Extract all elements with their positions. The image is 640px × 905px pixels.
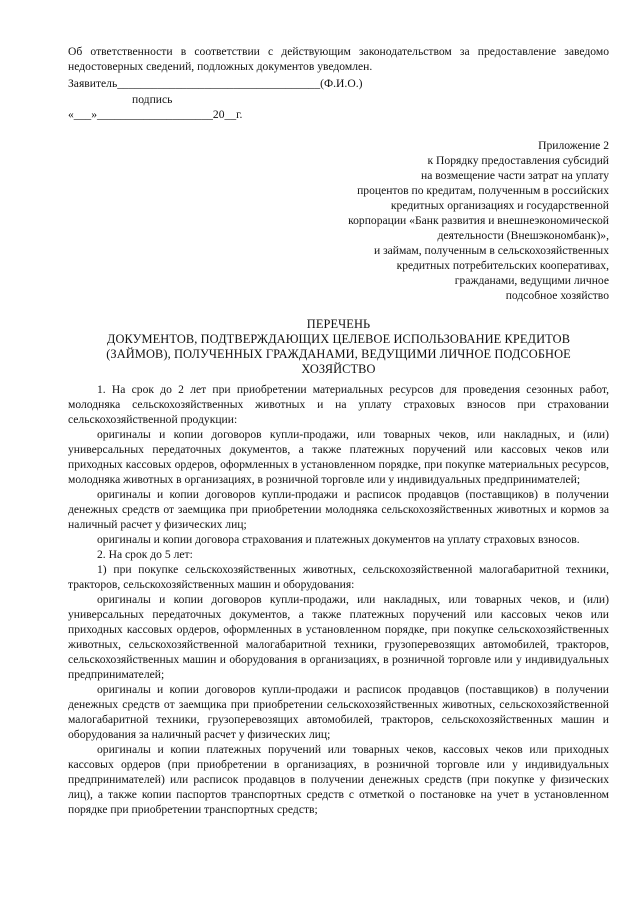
paragraph: оригиналы и копии договоров купли-продажи, или накладных, или товарных чеков, и (или) универсальных передаточных документов, а также платежных поручений или кассовых чеков или приходных кассовых ордеров, оформленных в установленном порядке, при покупке сельскохозяйственных животных, сельскохозяйственной малогабаритной техники, грузоперевозящих автомобилей, тракторов, сельскохозяйственных машин и оборудования в организациях, в розничной торговле или у индивидуальных предпринимателей; (68, 593, 609, 681)
title-line: ХОЗЯЙСТВО (301, 362, 376, 376)
paragraph: оригиналы и копии договора страхования и платежных документов на уплату страховых взносов. (97, 533, 580, 546)
appendix-line: к Порядку предоставления субсидий (427, 154, 609, 167)
responsibility-statement: Об ответственности в соответствии с действующим законодательством за предоставление заведомо недостоверных сведений, подложных документов уведомлен. (68, 45, 609, 73)
appendix-line: процентов по кредитам, полученным в российских (357, 184, 609, 197)
appendix-line: кредитных потребительских кооперативах, (396, 259, 609, 272)
appendix-line: корпорации «Банк развития и внешнеэкономической (348, 214, 609, 227)
document-title (68, 317, 609, 377)
appendix-line: на возмещение части затрат на уплату (421, 169, 609, 182)
appendix-block (269, 138, 609, 303)
paragraph: оригиналы и копии договоров купли-продажи, или товарных чеков, или накладных, и (или) универсальных передаточных документов, а также платежных поручений или кассовых чеков или приходных кассовых ордеров, оформленных в установленном порядке, при покупке материальных ресурсов, молодняка животных в организациях, в розничной торговле или у индивидуальных предпринимателей; (68, 428, 609, 486)
appendix-line: и займам, полученным в сельскохозяйственных (373, 244, 609, 257)
title-heading: ПЕРЕЧЕНЬ (306, 317, 371, 331)
appendix-line: гражданами, ведущими личное (454, 274, 609, 287)
signature-caption: подпись (132, 93, 173, 106)
appendix-line: деятельности (Внешэкономбанк)», (437, 229, 609, 242)
paragraph: оригиналы и копии договоров купли-продажи и расписок продавцов (поставщиков) в получении денежных средств от заемщика при приобретении молодняка сельскохозяйственных животных и кормов за наличный расчет у физических лиц; (68, 488, 609, 531)
appendix-line: подсобное хозяйство (505, 289, 609, 302)
applicant-line: Заявитель___________________________________(Ф.И.О.) (68, 77, 363, 90)
title-line: ДОКУМЕНТОВ, ПОДТВЕРЖДАЮЩИХ ЦЕЛЕВОЕ ИСПОЛЬЗОВАНИЕ КРЕДИТОВ (106, 332, 571, 346)
paragraph: 1) при покупке сельскохозяйственных животных, сельскохозяйственной малогабаритной техники, тракторов, сельскохозяйственных машин и оборудования: (68, 563, 609, 591)
paragraph: оригиналы и копии договоров купли-продажи и расписок продавцов (поставщиков) в получении денежных средств от заемщика при приобретении сельскохозяйственных животных, сельскохозяйственной малогабаритной техники, грузоперевозящих автомобилей, тракторов, сельскохозяйственных машин и оборудования за наличный расчет у физических лиц; (68, 683, 609, 741)
paragraph: оригиналы и копии платежных поручений или товарных чеков, кассовых чеков или приходных кассовых ордеров (при приобретении в организациях, в розничной торговле или у индивидуальных предпринимателей) или расписок продавцов в получении денежных средств (при покупке у физических лиц), а также копии паспортов транспортных средств с отметкой о постановке на учет в установленном порядке при приобретении транспортных средств; (68, 743, 609, 816)
paragraph: 1. На срок до 2 лет при приобретении материальных ресурсов для проведения сезонных работ, молодняка сельскохозяйственных животных и на уплату страховых взносов при страховании сельскохозяйственной продукции: (68, 383, 609, 426)
title-line: (ЗАЙМОВ), ПОЛУЧЕННЫХ ГРАЖДАНАМИ, ВЕДУЩИМИ ЛИЧНОЕ ПОДСОБНОЕ (106, 347, 571, 361)
date-line: «___»____________________20__г. (68, 108, 243, 121)
document-body (68, 382, 609, 817)
appendix-line: кредитных организациях и государственной (390, 199, 609, 212)
appendix-line: Приложение 2 (538, 139, 609, 152)
paragraph: 2. На срок до 5 лет: (97, 548, 193, 561)
